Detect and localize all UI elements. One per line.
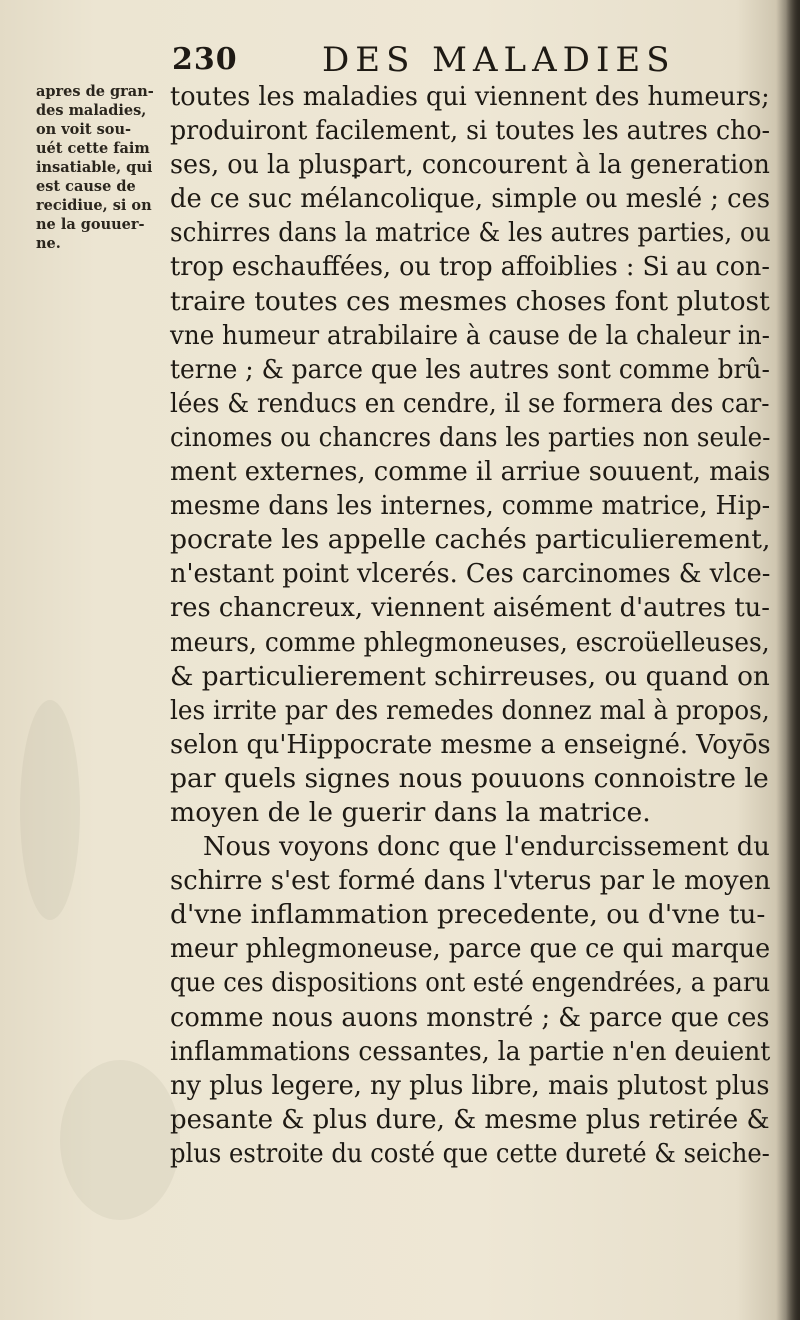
text-line: traire toutes ces mesmes choses font plutost [170, 285, 770, 317]
margin-note-line: apres de gran- [36, 83, 154, 100]
text-line: moyen de le guerir dans la matrice. [170, 796, 651, 828]
text-line: mesme dans les internes, comme matrice, Hip- [170, 490, 771, 522]
running-title: DES MALADIES [322, 40, 676, 80]
text-line: meur phlegmoneuse, parce que ce qui marque [170, 933, 771, 965]
text-line: terne ; & parce que les autres sont comme brû- [170, 353, 770, 385]
margin-note-line: est cause de [36, 178, 136, 195]
show-through-stain [20, 700, 80, 920]
margin-note [36, 82, 164, 253]
margin-note-line: ne. [36, 235, 61, 252]
show-through-stain [60, 1060, 180, 1220]
text-line: pesante & plus dure, & mesme plus retirée & [170, 1103, 770, 1135]
text-line: que ces dispositions ont esté engendrées, a paru [170, 967, 771, 999]
text-line: res chancreux, viennent aisément d'autres tu- [170, 592, 770, 624]
margin-note-line: ne la gouuer- [36, 216, 145, 233]
text-line: par quels signes nous pouuons connoistre le [170, 762, 769, 794]
margin-note-line: recidiue, si on [36, 197, 152, 214]
text-line: toutes les maladies qui viennent des humeurs; [170, 81, 770, 112]
paragraph-first-line: Nous voyons donc que l'endurcissement du [202, 831, 770, 863]
margin-note-line: des maladies, [36, 102, 147, 119]
text-line: les irrite par des remedes donnez mal à propos, [170, 694, 770, 726]
text-line: ses, ou la plusꝑart, concourent à la generation [170, 149, 770, 181]
text-line: meurs, comme phlegmoneuses, escroüelleuses, [170, 626, 770, 658]
page-edge-shadow [786, 0, 800, 1320]
text-line: inflammations cessantes, la partie n'en deuient [170, 1035, 771, 1067]
text-line: produiront facilement, si toutes les autres cho- [170, 115, 771, 147]
text-line: vne humeur atrabilaire à cause de la chaleur in- [170, 319, 770, 351]
text-line: cinomes ou chancres dans les parties non seule- [170, 421, 771, 453]
text-line: schirres dans la matrice & les autres parties, ou [170, 217, 771, 249]
text-line: pocrate les appelle cachés particulierement, [170, 524, 771, 556]
text-line: ny plus legere, ny plus libre, mais plutost plus [170, 1069, 770, 1101]
text-line: schirre s'est formé dans l'vterus par le moyen [170, 865, 771, 897]
text-line: lées & renducs en cendre, il se formera des car- [170, 387, 770, 419]
text-line: ment externes, comme il arriue souuent, mais [170, 456, 771, 488]
margin-note-line: uét cette faim [36, 140, 150, 157]
page-number: 230 [172, 42, 238, 77]
text-line: d'vne inflammation precedente, ou d'vne tu- [170, 899, 766, 931]
margin-note-line: insatiable, qui [36, 159, 153, 176]
text-line: comme nous auons monstré ; & parce que ces [170, 1001, 770, 1033]
text-line: de ce suc mélancolique, simple ou meslé ; ces [170, 183, 771, 215]
body-text [170, 80, 771, 1171]
text-line: n'estant point vlcerés. Ces carcinomes & vlce- [170, 558, 771, 590]
text-line: selon qu'Hippocrate mesme a enseigné. Voyōs [170, 728, 771, 760]
margin-note-line: on voit sou- [36, 121, 132, 138]
text-line: plus estroite du costé que cette dureté & seiche- [170, 1137, 770, 1169]
text-line: trop eschauffées, ou trop affoiblies : Si au con- [170, 251, 770, 283]
text-line: & particulierement schirreuses, ou quand on [170, 660, 770, 692]
